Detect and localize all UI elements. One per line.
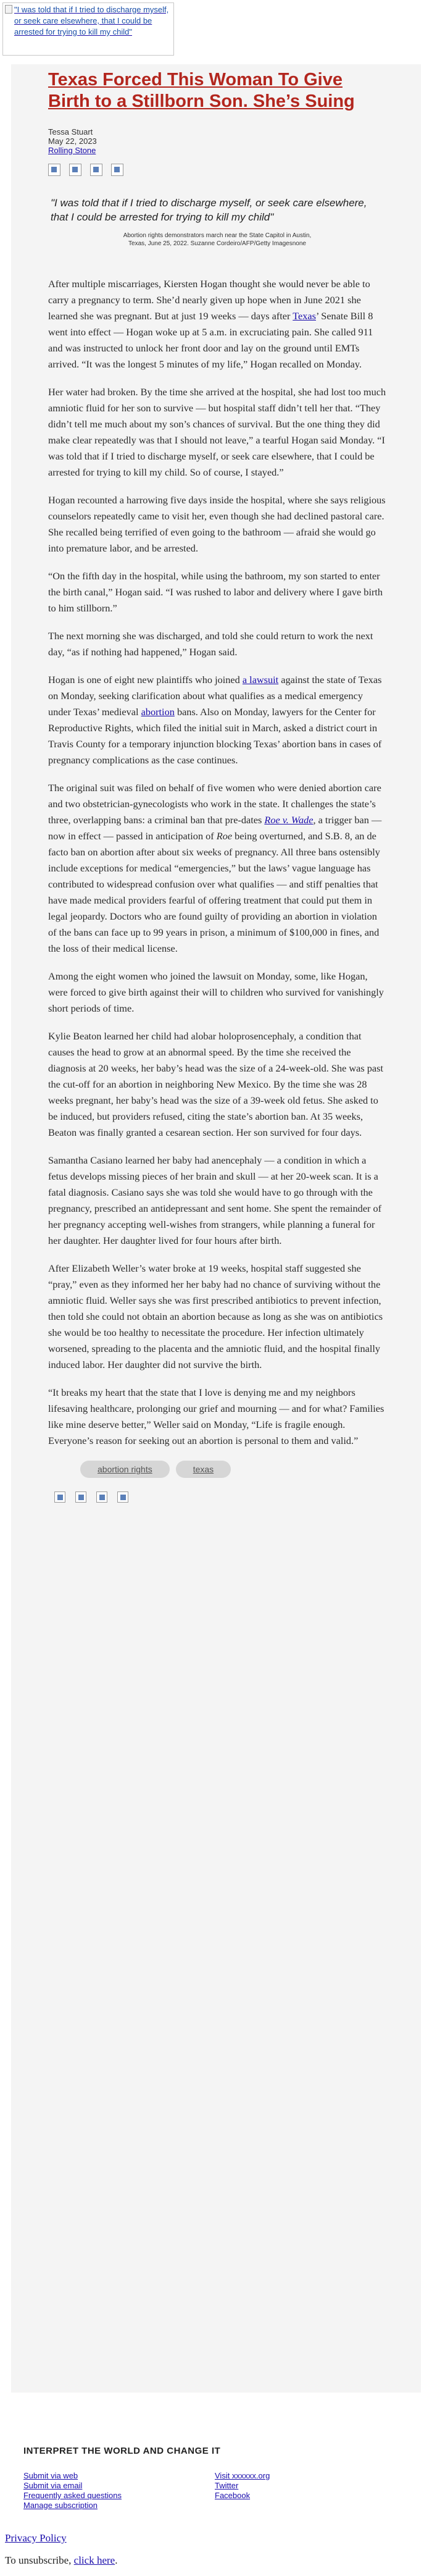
share-link-icon[interactable] bbox=[111, 164, 123, 176]
body-paragraph: Samantha Casiano learned her baby had anencephaly — a condition in which a fetus develops missing pieces of her brain and skull — at her 20-week scan. It is a fatal diagnosis. Casiano says she was told she would have to go through with the pregnancy, prescribed an antidepressant and sent home. She spent the remainder of her pregnancy accepting well-wishes from strangers, while planning a funeral for her daughter. Her daughter lived for four hours after birth. bbox=[48, 1154, 382, 1246]
texas-link[interactable]: Texas bbox=[293, 310, 316, 322]
body-paragraph: Her water had broken. By the time she arrived at the hospital, she had lost too much amniotic fluid for her son to survive — but hospital staff didn’t tell her that. “They didn’t tell me much about my son’s chances of survival. But the one thing they did make clear repeatedly was that I should not leave,” a tearful Hogan said Monday. “I was told that if I tried to discharge myself, or seek care elsewhere, that I could be arrested for trying to kill my child. So of course, I stayed.” bbox=[48, 386, 386, 478]
share-email-icon[interactable] bbox=[90, 164, 102, 176]
faq-link[interactable]: Frequently asked questions bbox=[23, 2491, 122, 2500]
tag-texas[interactable]: texas bbox=[176, 1461, 231, 1478]
body-paragraph: Hogan recounted a harrowing five days inside the hospital, where she says religious counselors repeatedly came to visit her, even though she had declined pastoral care. She recalled being terrified of even going to the bathroom — afraid she would go into premature labor, and be arrested. bbox=[48, 494, 386, 554]
footer-heading: INTERPRET THE WORLD AND CHANGE IT bbox=[23, 2446, 221, 2456]
body-paragraph: After multiple miscarriages, Kiersten Hogan thought she would never be able to carry a pregnancy to term. She’d nearly given up hope when in June 2021 she learned she was pregnant. But at just 19 weeks — days after Texas’ Senate Bill 8 went into effect — Hogan woke up at 5 a.m. in excruciating pain. She called 911 and was instructed to unlock her front door and lay on the ground until EMTs arrived. “It was the longest 5 minutes of my life,” Hogan recalled on Monday. bbox=[48, 278, 373, 370]
manage-subscription-link[interactable]: Manage subscription bbox=[23, 2501, 98, 2510]
body-paragraph: After Elizabeth Weller’s water broke at 19 weeks, hospital staff suggested she “pray,” even as they informed her her baby had no chance of surviving without the amniotic fluid. Weller says she was first prescribed antibiotics to prevent infection, then told she could not obtain an abortion because as long as she was on antibiotics she would be too healthy to necessitate the procedure. Her infection ultimately worsened, spreading to the placenta and the amniotic fluid, and the hospital finally induced labor. Her daughter did not survive the birth. bbox=[48, 1262, 383, 1370]
legal-section bbox=[5, 2532, 117, 2567]
lawsuit-link[interactable]: a lawsuit bbox=[242, 674, 279, 686]
share-twitter-icon[interactable] bbox=[69, 164, 81, 176]
footer-links-left bbox=[23, 2471, 215, 2511]
facebook-link[interactable]: Facebook bbox=[215, 2491, 251, 2500]
share-facebook-icon[interactable] bbox=[54, 1491, 65, 1503]
body-paragraph: “It breaks my heart that the state that I love is denying me and my neighbors lifesaving healthcare, prolonging our grief and mourning — and for what? Families like mine deserve better,” Weller said on Monday, “Life is fragile enough. Everyone’s reason for seeking out an abortion is personal to them and valid.” bbox=[48, 1387, 384, 1446]
newsletter-footer bbox=[23, 2446, 406, 2511]
photo-caption: Abortion rights demonstrators march near the State Capitol in Austin, Texas, June 25, 2022. Suzanne Cordeiro/AFP/Getty Imagesnone bbox=[123, 232, 312, 247]
share-bar-bottom bbox=[54, 1491, 386, 1506]
roe-v-wade-link[interactable]: Roe v. Wade bbox=[264, 814, 314, 826]
publish-date: May 22, 2023 bbox=[48, 136, 97, 146]
body-paragraph: The original suit was filed on behalf of five women who were denied abortion care and two obstetrician-gynecologists who work in the state. It challenges the state’s three, overlapping bans: a criminal ban that pre-dates Roe v. Wade, a trigger ban — now in effect — passed in anticipation of Roe being overturned, and S.B. 8, an de facto ban on abortion after about six weeks of pregnancy. All three bans ostensibly include exceptions for medical “emergencies,” but the laws’ vague language has contributed to widespread confusion over what qualifies — and stiff penalties that have made medical providers fearful of offering treatment that could put them in legal jeopardy. Doctors who are found guilty of providing an abortion in violation of the bans can face up to 99 years in prison, a minimum of $100,000 in fines, and the loss of their medical license. bbox=[48, 782, 382, 954]
article-card bbox=[48, 64, 386, 1506]
abortion-link[interactable]: abortion bbox=[141, 706, 175, 718]
body-paragraph: Among the eight women who joined the lawsuit on Monday, some, like Hogan, were forced to give birth against their will to children who survived for vanishingly short periods of time. bbox=[48, 970, 384, 1014]
submit-web-link[interactable]: Submit via web bbox=[23, 2471, 78, 2480]
pull-quote: "I was told that if I tried to discharge myself, or seek care elsewhere, that I could be arrested for trying to kill my child" bbox=[51, 197, 367, 223]
unsubscribe-link[interactable]: click here bbox=[73, 2554, 115, 2566]
footer-links-right bbox=[215, 2471, 406, 2511]
share-link-icon[interactable] bbox=[117, 1491, 128, 1503]
tag-list bbox=[80, 1461, 386, 1479]
share-bar-top bbox=[48, 164, 386, 178]
submit-email-link[interactable]: Submit via email bbox=[23, 2481, 83, 2490]
article-meta bbox=[48, 127, 386, 155]
tag-abortion-rights[interactable]: abortion rights bbox=[80, 1461, 170, 1478]
unsubscribe-line: To unsubscribe, click here. bbox=[5, 2554, 118, 2566]
share-email-icon[interactable] bbox=[96, 1491, 107, 1503]
share-facebook-icon[interactable] bbox=[48, 164, 60, 176]
body-paragraph: “On the fifth day in the hospital, while using the bathroom, my son started to enter the birth canal,” Hogan said. “I was rushed to labor and delivery where I gave birth to him stillborn.” bbox=[48, 570, 383, 614]
broken-image-icon bbox=[5, 5, 12, 14]
visit-site-link[interactable]: Visit xxxxxx.org bbox=[215, 2471, 270, 2480]
share-twitter-icon[interactable] bbox=[75, 1491, 86, 1503]
hero-image-alt-text: "I was told that if I tried to discharge myself, or seek care elsewhere, that I could be arrested for trying to kill my child" bbox=[14, 5, 169, 36]
body-paragraph: Hogan is one of eight new plaintiffs who joined a lawsuit against the state of Texas on Monday, seeking clarification about what qualifies as a medical emergency under Texas’ medieval abortion bans. Also on Monday, lawyers for the Center for Reproductive Rights, which filed the initial suit in March, asked a district court in Travis County for a temporary injunction blocking Texas’ abortion bans in cases of pregnancy complications as the case continues. bbox=[48, 674, 382, 766]
body-paragraph: The next morning she was discharged, and told she could return to work the next day, “as if nothing had happened,” Hogan said. bbox=[48, 630, 373, 658]
body-paragraph: Kylie Beaton learned her child had alobar holoprosencephaly, a condition that causes the head to grow at an abnormal speed. By the time she received the diagnosis at 20 weeks, her baby’s head was the size of a 24-week-old. She was past the cut-off for an abortion in neighboring New Mexico. By the time she was 28 weeks pregnant, her baby’s head was the size of a 39-week old fetus. She asked to be induced, but providers refused, citing the state’s abortion ban. At 35 weeks, Beaton was finally granted a cesarean section. Her son survived for four days. bbox=[48, 1030, 384, 1138]
article-title[interactable]: Texas Forced This Woman To Give Birth to a Stillborn Son. She’s Suing bbox=[48, 70, 355, 111]
author-name: Tessa Stuart bbox=[48, 127, 93, 136]
publication-link[interactable]: Rolling Stone bbox=[48, 146, 96, 155]
privacy-policy-link[interactable]: Privacy Policy bbox=[5, 2532, 67, 2544]
twitter-link[interactable]: Twitter bbox=[215, 2481, 239, 2490]
hero-image-link[interactable] bbox=[2, 2, 174, 56]
article-body bbox=[48, 276, 386, 1449]
